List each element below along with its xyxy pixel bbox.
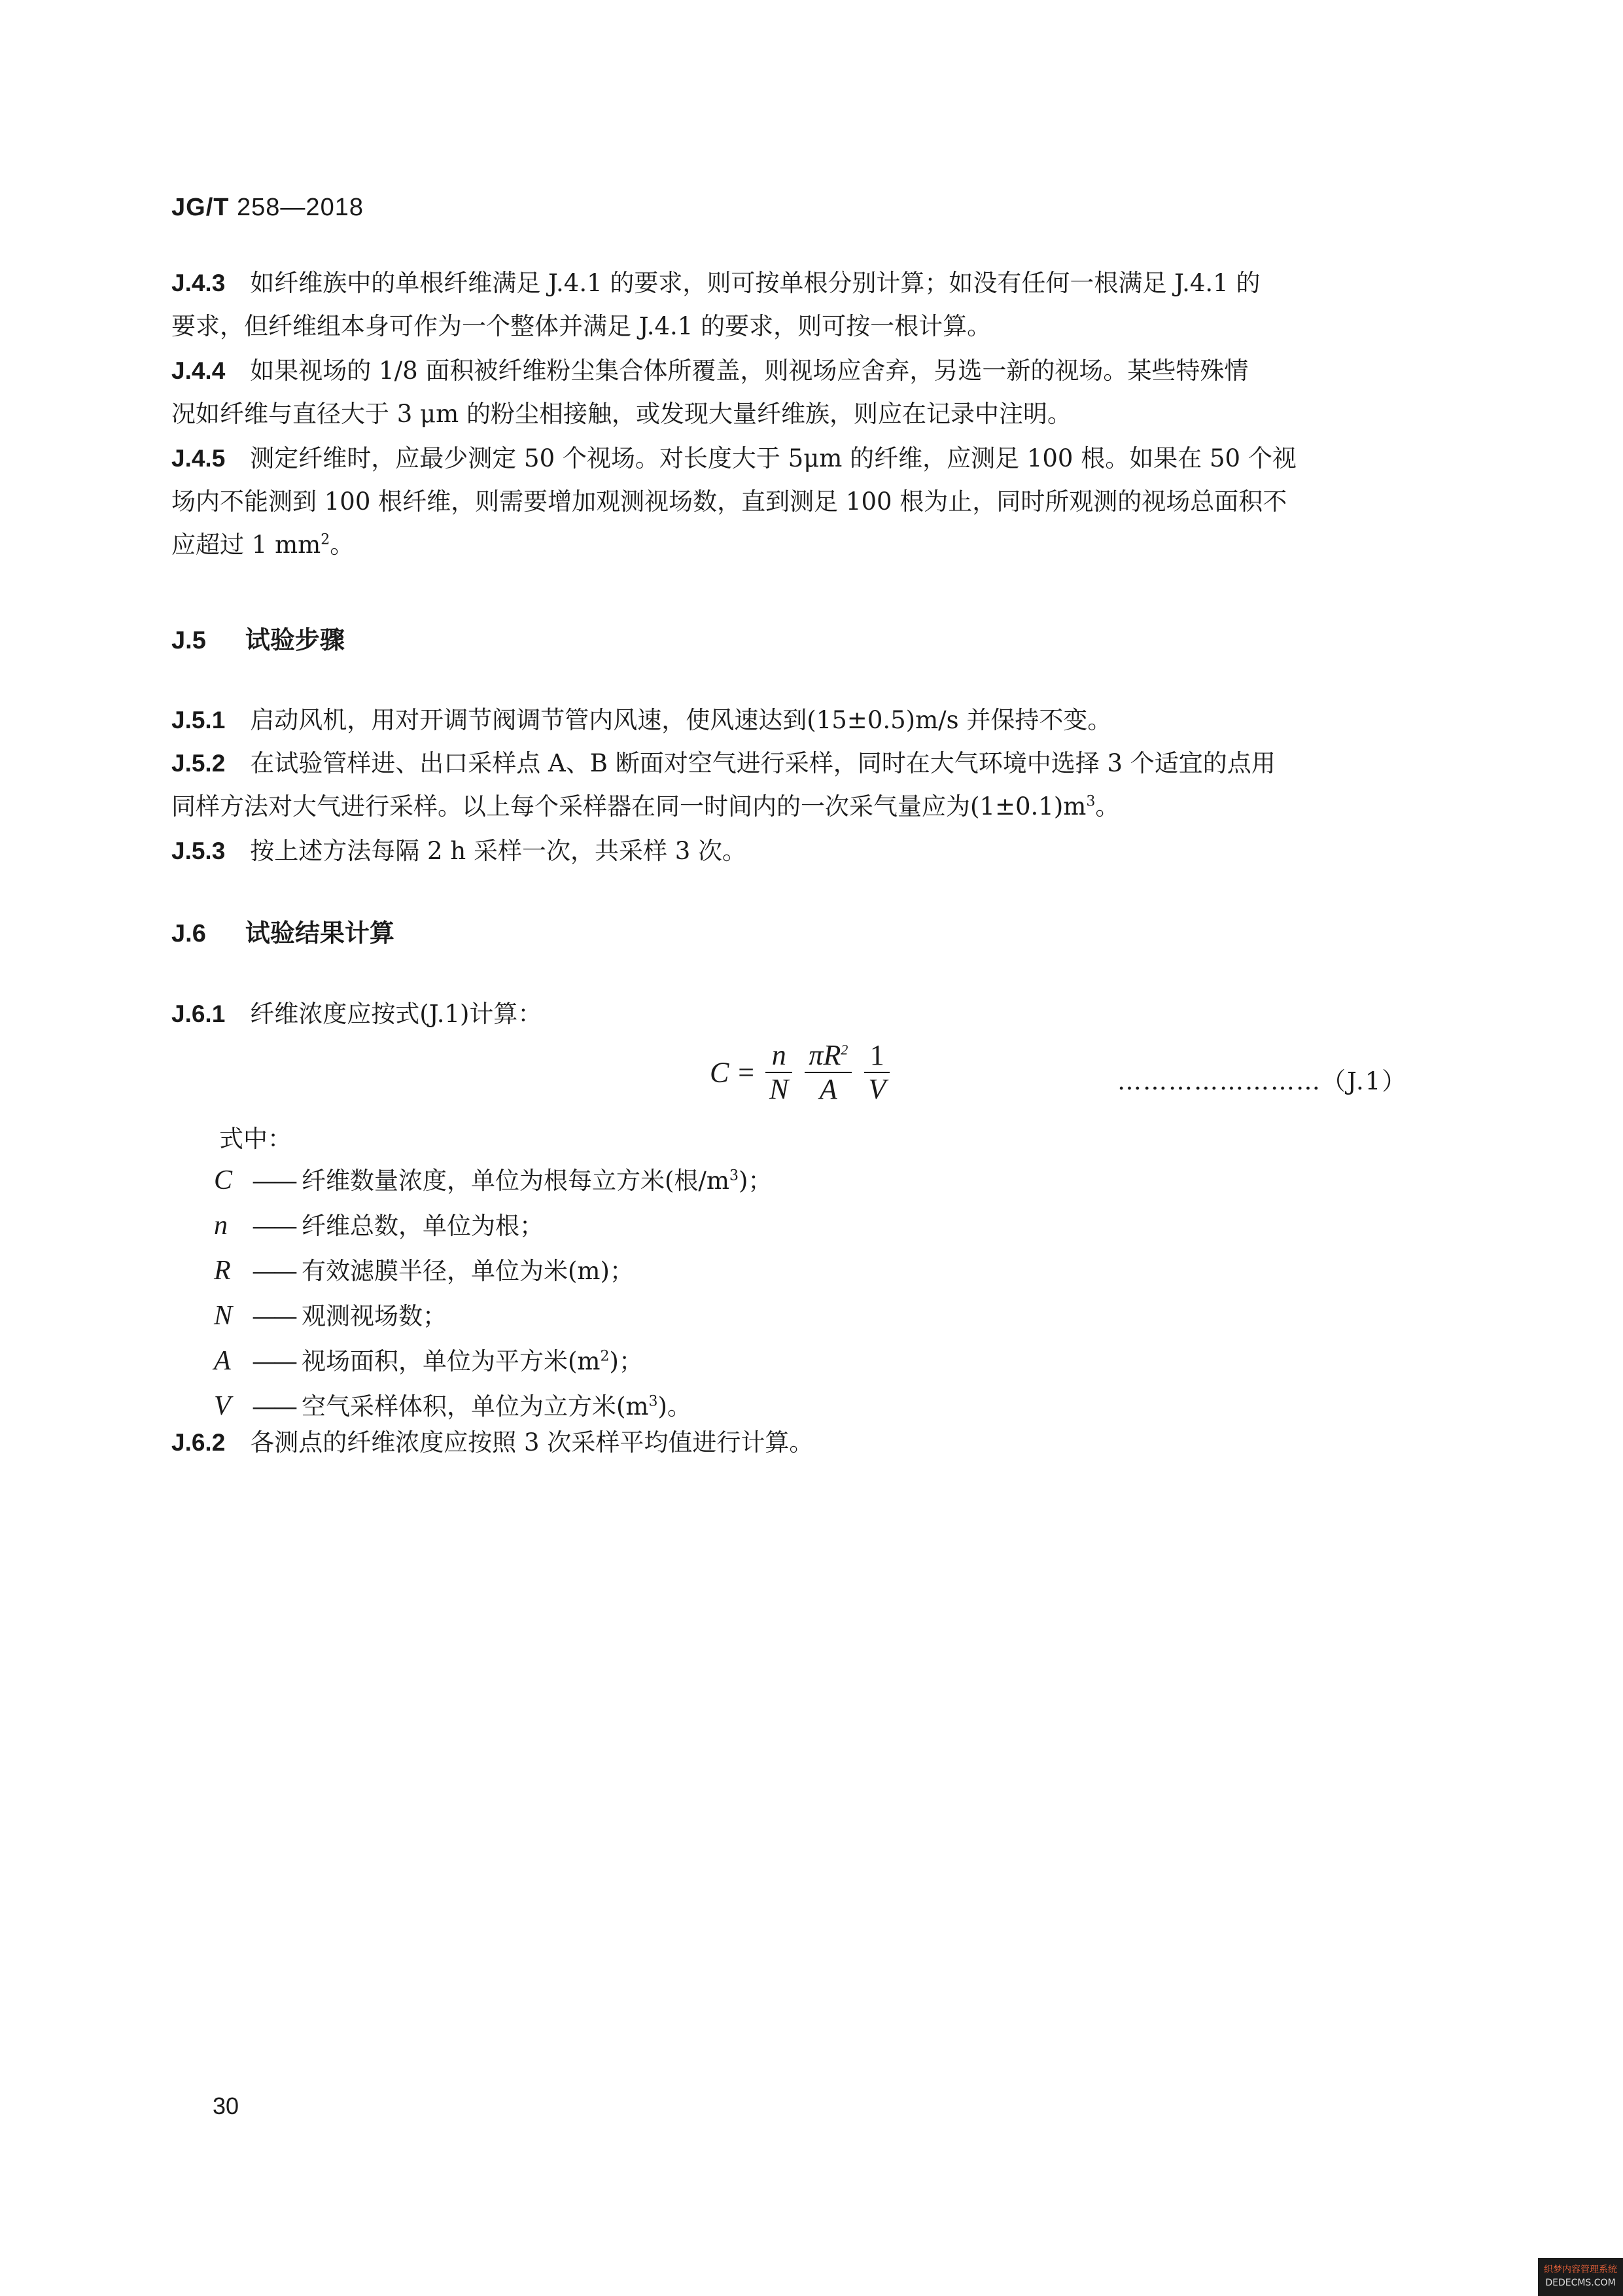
superscript: 2 [600,1348,610,1365]
fraction-1-over-V [864,1039,890,1106]
variable-symbol: N [214,1301,233,1331]
variable-symbol: V [214,1391,231,1421]
clause-number: J.4.4 [171,357,226,384]
clause-text-line: 如纤维族中的单根纤维满足 J.4.1 的要求，则可按单根分别计算；如没有任何一根满足 J.4.1 的 [250,269,1261,297]
variable-row [214,1203,772,1248]
clause-number: J.5.1 [171,707,226,733]
clause-text-line: 如果视场的 1/8 面积被纤维粉尘集合体所覆盖，则视场应舍弃，另选一新的视场。某些特殊情 [250,357,1249,385]
watermark-line-2: DEDECMS.COM [1545,2278,1616,2288]
variable-description: 观测视场数； [302,1302,447,1330]
clause-j43 [171,262,1427,348]
variable-tail: )。 [657,1392,691,1421]
dash: —— [252,1167,295,1195]
variable-tail: )； [739,1167,773,1195]
clause-number: J.6.2 [171,1429,226,1456]
formula-lhs: C = [710,1056,756,1089]
clause-j51 [171,699,1427,742]
section-title: 试验结果计算 [245,919,394,947]
superscript: 2 [321,531,330,548]
variable-list [214,1158,772,1429]
clause-text-line: 在试验管样进、出口采样点 A、B 断面对空气进行采样，同时在大气环境中选择 3 个适宜的点用 [250,749,1276,777]
clause-j45: J.4.5 测定纤维时，应最少测定 50 个视场。对长度大于 5μm 的纤维，应测足 100 根。如果在 50 个视 场内不能测到 100 根纤维，则需要增加观测视场数，直到测足 100 根为止，同时所观测的视场总面积不 应超过 1 $mm^2$。 [171,444,1297,559]
formula-number: ……………………（J.1） [1117,1067,1408,1095]
clause-text-line: 应超过 1 mm [171,531,321,559]
dash: —— [252,1392,295,1421]
variable-description: 视场面积，单位为平方米(m [302,1347,601,1375]
variable-row [214,1294,772,1339]
clause-text-line: 场内不能测到 100 根纤维，则需要增加观测视场数，直到测足 100 根为止，同时所观测的视场总面积不 [171,487,1287,516]
clause-text-line: 同样方法对大气进行采样。以上每个采样器在同一时间内的一次采气量应为(1±0.1)m [171,792,1087,821]
variable-description: 有效滤膜半径，单位为米(m)； [302,1257,634,1285]
variable-symbol: C [214,1165,233,1195]
clause-j61 [171,993,1427,1036]
page-number: 30 [213,2093,239,2119]
clause-text-line: 启动风机，用对开调节阀调节管内风速，使风速达到(15±0.5)m/s 并保持不变。 [250,706,1112,734]
section-heading-j6 [171,913,394,949]
variable-description: 空气采样体积，单位为立方米(m [302,1392,649,1421]
section-number: J.5 [171,627,206,654]
variable-description: 纤维总数，单位为根； [302,1212,544,1240]
variable-symbol: n [214,1210,228,1241]
clause-j44 [171,349,1427,436]
dash: —— [252,1302,295,1330]
clause-number: J.6.1 [171,1000,226,1027]
clause-text: 各测点的纤维浓度应按照 3 次采样平均值进行计算。 [250,1428,814,1457]
clause-text-line: 况如纤维与直径大于 3 μm 的粉尘相接触，或发现大量纤维族，则应在记录中注明。 [171,400,1072,428]
clause-j53 [171,830,1427,873]
watermark-line-1: 织梦内容管理系统 [1544,2265,1617,2275]
section-title: 试验步骤 [245,626,345,654]
superscript: 3 [729,1167,739,1184]
clause-j62 [171,1421,1427,1464]
dash: —— [252,1212,295,1240]
clause-number: J.4.3 [171,270,226,296]
fraction-piR2-over-A [805,1039,852,1106]
numerator: n [765,1039,792,1073]
formula-j1 [710,1039,892,1118]
standard-number-value: 258—2018 [237,194,364,221]
denominator: N [769,1073,789,1105]
clause-number: J.4.5 [171,445,226,472]
clause-text-line: 按上述方法每隔 2 h 采样一次，共采样 3 次。 [250,837,747,865]
variable-symbol: R [214,1256,231,1286]
denominator: V [868,1073,886,1105]
numerator [805,1039,852,1073]
variable-description: 纤维数量浓度，单位为根每立方米(根/m [302,1167,729,1195]
superscript: 3 [1086,793,1096,810]
numerator: 1 [864,1039,890,1073]
clause-text-line: 测定纤维时，应最少测定 50 个视场。对长度大于 5μm 的纤维，应测足 100 根。如果在 50 个视 [250,444,1297,472]
numerator-text: πR [809,1039,841,1071]
clause-number: J.5.2 [171,750,226,777]
dash: —— [252,1347,295,1375]
where-label: 式中： [219,1125,292,1153]
variable-row [214,1339,772,1384]
fraction-n-over-N [765,1039,792,1106]
clause-text: 纤维浓度应按式(J.1)计算： [250,1000,542,1028]
standard-number [171,194,364,222]
watermark-logo [1538,2258,1623,2296]
section-number: J.6 [171,920,206,947]
section-heading-j5 [171,620,345,656]
variable-symbol: A [214,1346,231,1376]
standard-prefix: JG/T [171,194,230,221]
denominator: A [819,1073,837,1105]
clause-text-line: 要求，但纤维组本身可作为一个整体并满足 J.4.1 的要求，则可按一根计算。 [171,312,992,340]
variable-row [214,1248,772,1294]
variable-row [214,1158,772,1203]
dash: —— [252,1257,295,1285]
clause-number: J.5.3 [171,838,226,864]
superscript: 2 [841,1041,848,1058]
superscript: 3 [648,1393,658,1410]
clause-j52: J.5.2 在试验管样进、出口采样点 A、B 断面对空气进行采样，同时在大气环境中选择 3 个适宜的点用 同样方法对大气进行采样。以上每个采样器在同一时间内的一次采气量应为$(1\pm 0.1)m^3$。 [171,749,1276,821]
variable-tail: )； [609,1347,643,1375]
